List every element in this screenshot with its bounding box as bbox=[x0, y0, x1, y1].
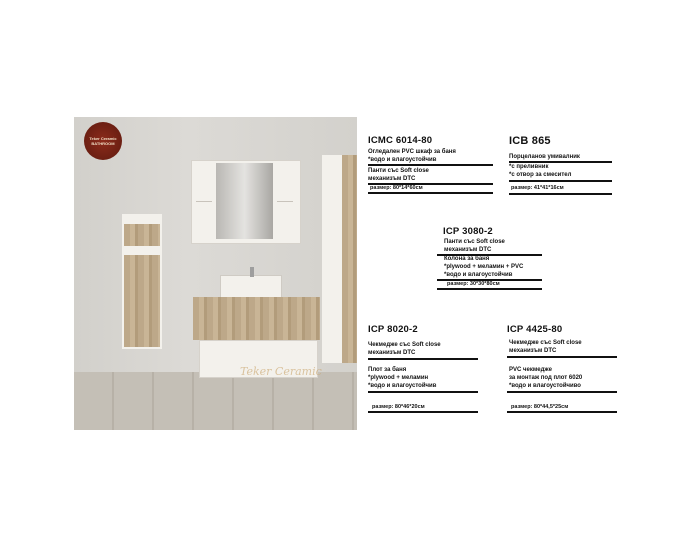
icmc-rule-3 bbox=[368, 192, 493, 194]
icp8020-rule-3 bbox=[368, 411, 478, 413]
icp8020-code: ICP 8020-2 bbox=[368, 324, 418, 335]
vanity-top bbox=[193, 297, 320, 340]
icb-rule-3 bbox=[509, 193, 612, 195]
icp4425-line-4: за монтаж под плот 6020 bbox=[509, 375, 583, 381]
icp4425-code: ICP 4425-80 bbox=[507, 324, 563, 335]
icb-line-3: *с отвор за смесител bbox=[509, 172, 572, 178]
right-column-door bbox=[342, 155, 357, 363]
icb-code: ICB 865 bbox=[509, 135, 551, 147]
mirror-shelf-right bbox=[277, 201, 293, 202]
icp8020-line-5: *водо и влагоустойчив bbox=[368, 383, 437, 389]
teker-ceramic-logo bbox=[84, 122, 122, 160]
logo-text-sub: BATHROOM bbox=[91, 141, 115, 146]
brand-watermark: Teker Ceramic bbox=[240, 365, 322, 378]
faucet bbox=[250, 267, 254, 277]
icp3080-line-5: *водо и влагоустойчив bbox=[444, 272, 513, 278]
icmc-rule-1 bbox=[368, 164, 493, 166]
icp3080-line-3: Колона за баня bbox=[444, 256, 490, 262]
icmc-line-2: *водо и влагоустойчив bbox=[368, 157, 437, 163]
icb-rule-2 bbox=[509, 180, 612, 182]
icp4425-line-3: PVC чекмедже bbox=[509, 367, 552, 373]
icmc-code: ICMC 6014-80 bbox=[368, 135, 433, 146]
icmc-line-4: механизъм DTC bbox=[368, 176, 416, 182]
icp3080-code: ICP 3080-2 bbox=[443, 226, 493, 237]
mirror bbox=[216, 163, 273, 239]
icb-line-1: Порцеланов умивалник bbox=[509, 154, 580, 160]
icp8020-line-2: механизъм DTC bbox=[368, 350, 416, 356]
icp8020-size: размер: 80*46*20см bbox=[372, 404, 425, 410]
icp8020-rule-2 bbox=[368, 391, 478, 393]
logo-text-brand: Teker Ceramic bbox=[89, 136, 117, 141]
icmc-line-3: Панти със Soft close bbox=[368, 168, 429, 174]
mirror-shelf-left bbox=[196, 201, 212, 202]
product-photo bbox=[74, 117, 357, 430]
icp4425-rule-2 bbox=[507, 391, 617, 393]
icp4425-line-2: механизъм DTC bbox=[509, 348, 557, 354]
icp8020-line-4: *plywood + меламин bbox=[368, 375, 429, 381]
icp8020-rule-1 bbox=[368, 358, 478, 360]
icp4425-line-1: Чекмедже със Soft close bbox=[509, 340, 582, 346]
icp3080-rule-3 bbox=[437, 288, 542, 290]
icp8020-line-3: Плот за баня bbox=[368, 367, 407, 373]
icp3080-size: размер: 30*30*80см bbox=[447, 281, 500, 287]
icp8020-line-1: Чекмедже със Soft close bbox=[368, 342, 441, 348]
left-column-upper-door bbox=[124, 224, 160, 246]
icp4425-rule-3 bbox=[507, 411, 617, 413]
icmc-line-1: Огледален PVC шкаф за баня bbox=[368, 149, 456, 155]
icp3080-line-4: *plywood + меламин + PVC bbox=[444, 264, 524, 270]
icp3080-line-1: Панти със Soft close bbox=[444, 239, 505, 245]
left-column-lower-door bbox=[124, 255, 160, 347]
icb-line-2: *с преливник bbox=[509, 164, 549, 170]
icp4425-line-5: *водо и влагоустойчиво bbox=[509, 383, 581, 389]
icp4425-rule-1 bbox=[507, 356, 617, 358]
floor bbox=[74, 372, 357, 430]
icmc-size: размер: 80*14*60см bbox=[370, 185, 423, 191]
icp4425-size: размер: 80*44,5*25см bbox=[511, 404, 569, 410]
icb-size: размер: 41*41*16см bbox=[511, 185, 564, 191]
icp3080-line-2: механизъм DTC bbox=[444, 247, 492, 253]
